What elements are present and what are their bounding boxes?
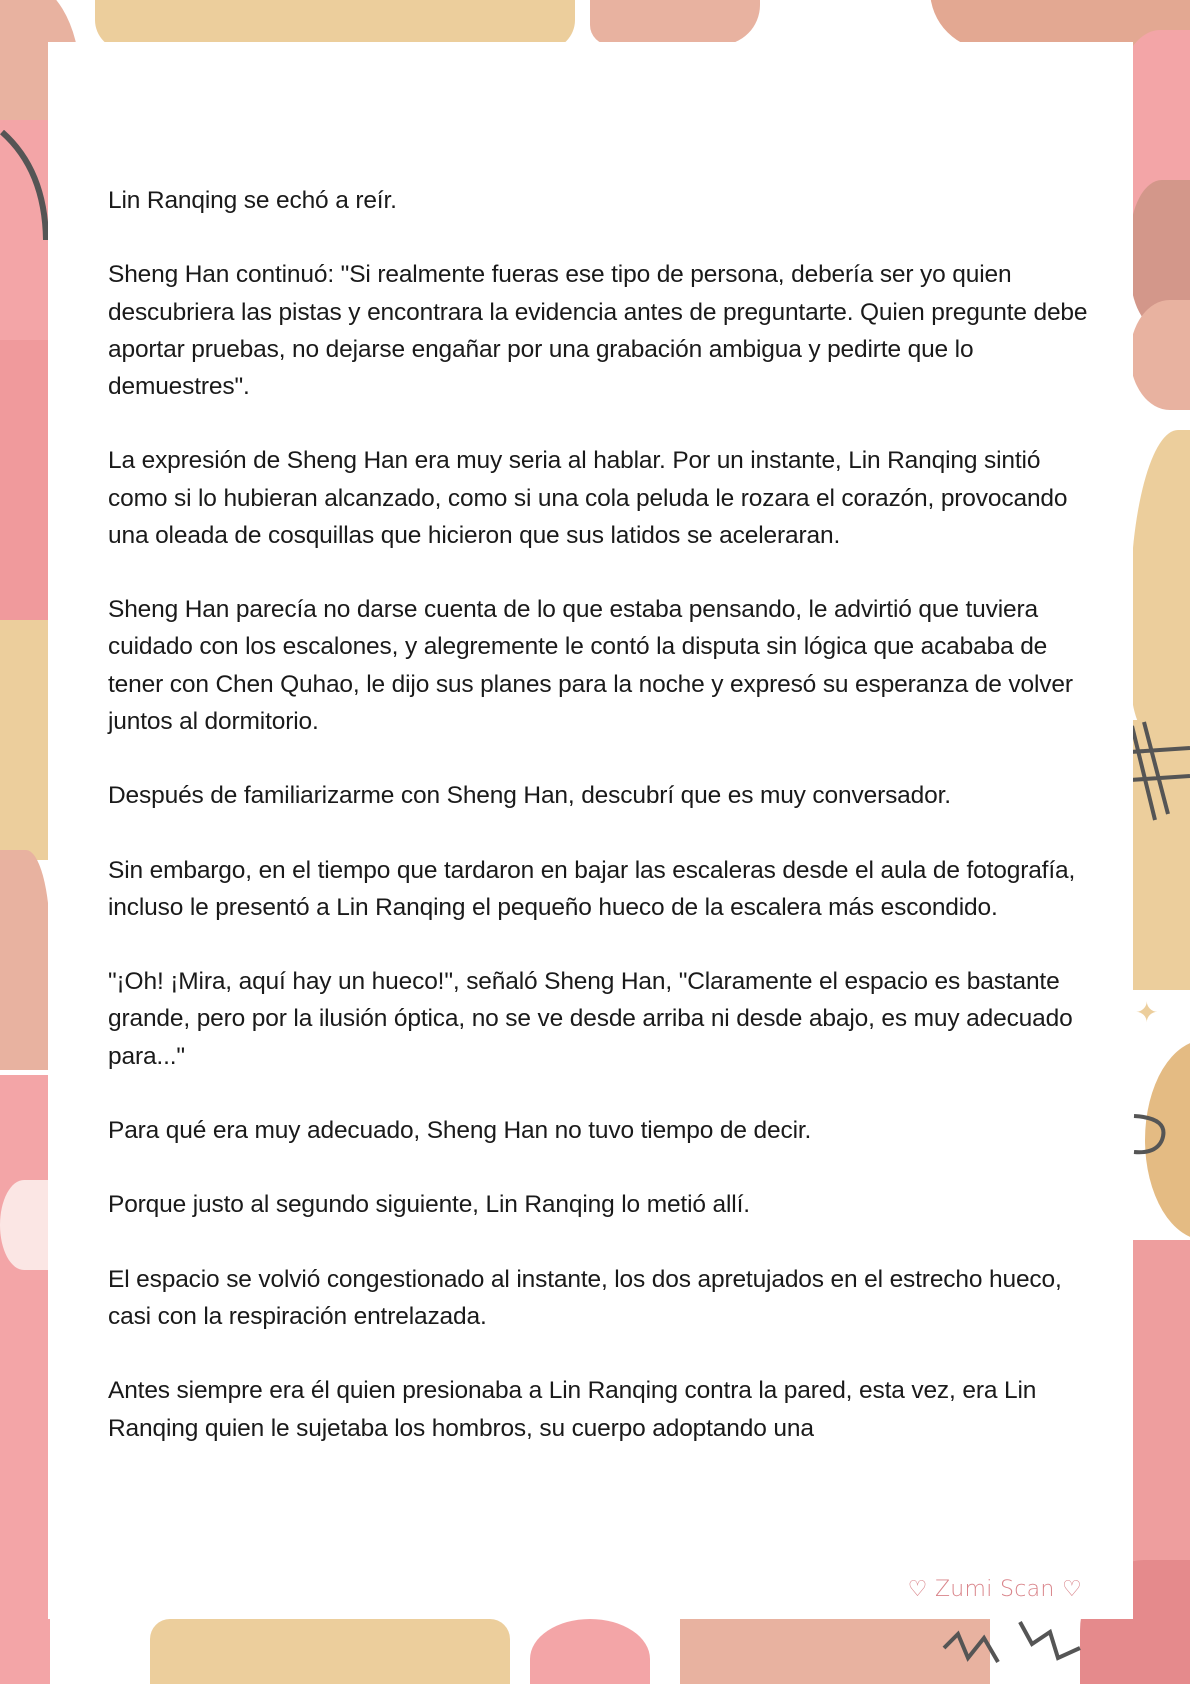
swoosh-icon (0, 130, 50, 245)
document-body (108, 182, 1098, 1484)
zigzag-icon (940, 1618, 1110, 1668)
paragraph: Porque justo al segundo siguiente, Lin Ranqing lo metió allí. (108, 1191, 750, 1219)
watermark: ♡ Zumi Scan ♡ (907, 1577, 1082, 1602)
sparkle-icon: ✦ (1135, 997, 1159, 1028)
hash-mark-icon (1130, 720, 1190, 830)
paragraph: Para qué era muy adecuado, Sheng Han no tuvo tiempo de decir. (108, 1116, 812, 1144)
decor-blob (0, 620, 50, 860)
paragraph: Sheng Han parecía no darse cuenta de lo que estaba pensando, le advirtió que tuviera cuidado con los escalones, y alegremente le contó la disputa sin lógica que acababa de tener con Chen Quhao, le dijo sus planes para la noche y expresó su esperanza de volver juntos al dormitorio. (108, 596, 1073, 735)
paragraph: "¡Oh! ¡Mira, aquí hay un hueco!", señaló Sheng Han, "Claramente el espacio es bastante grande, pero por la ilusión óptica, no se ve desde arriba ni desde abajo, es muy adecuado para..." (108, 968, 1073, 1070)
arc-mark-icon (1132, 1110, 1172, 1160)
paragraph: Sin embargo, en el tiempo que tardaron en bajar las escaleras desde el aula de fotografía, incluso le presentó a Lin Ranqing el pequeño hueco de la escalera más escondido. (108, 856, 1076, 921)
paragraph: Antes siempre era él quien presionaba a Lin Ranqing contra la pared, esta vez, era Lin Ranqing quien le sujetaba los hombros, su cuerpo adoptando una (108, 1377, 1037, 1442)
paragraph: El espacio se volvió congestionado al instante, los dos apretujados en el estrecho hueco, casi con la respiración entrelazada. (108, 1265, 1062, 1330)
paragraph: Después de familiarizarme con Sheng Han, descubrí que es muy conversador. (108, 782, 951, 810)
decor-blob (530, 1619, 650, 1684)
decor-blob (590, 0, 760, 45)
decor-blob (1130, 300, 1190, 410)
decor-blob (0, 340, 50, 630)
decor-blob (1130, 430, 1190, 730)
decor-blob (0, 850, 50, 1070)
decor-blob (0, 1180, 48, 1270)
paragraph: La expresión de Sheng Han era muy seria al hablar. Por un instante, Lin Ranqing sintió como si lo hubieran alcanzado, como si una cola peluda le rozara el corazón, provocando una oleada de cosquillas que hicieron que sus latidos se aceleraran. (108, 447, 1068, 549)
paragraph: Lin Ranqing se echó a reír. (108, 187, 397, 214)
decor-blob (0, 1075, 50, 1684)
paragraph: Sheng Han continuó: "Si realmente fueras ese tipo de persona, debería ser yo quien descubriera las pistas y encontrara la evidencia antes de preguntarte. Quien pregunte debe aportar pruebas, no dejarse engañar por una grabación ambigua y pedirte que lo demuestres". (108, 261, 1088, 400)
decor-blob (150, 1619, 510, 1684)
